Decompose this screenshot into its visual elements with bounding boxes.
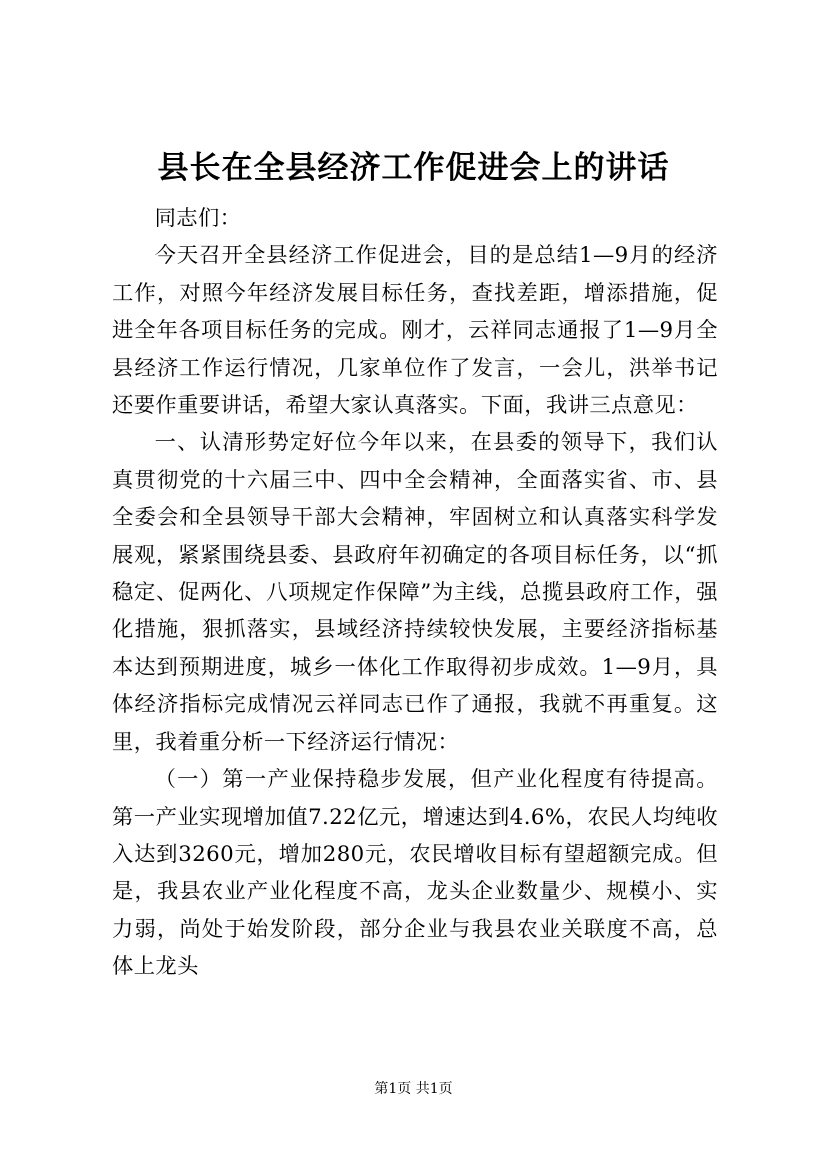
salutation-paragraph: 同志们： [154, 206, 242, 231]
document-body [112, 200, 718, 986]
page-number-footer: 第1页 共1页 [374, 1081, 453, 1097]
intro-paragraph: 今天召开全县经济工作促进会，目的是总结1—9月的经济工作，对照今年经济发展目标任务，查找差距，增添措施，促进全年各项目标任务的完成。刚才，云祥同志通报了1—9月全县经济工作运行情况，几家单位作了发言，一会儿，洪举书记还要作重要讲话，希望大家认真落实。下面，我讲三点意见： [112, 243, 718, 419]
primary-industry-paragraph: （一）第一产业保持稳步发展，但产业化程度有待提高。第一产业实现增加值7.22亿元，增速达到4.6%，农民人均纯收入达到3260元，增加280元，农民增收目标有望超额完成。但是，我县农业产业化程度不高，龙头企业数量少、规模小、实力弱，尚处于始发阶段，部分企业与我县农业关联度不高，总体上龙头 [112, 767, 718, 980]
document-title: 县长在全县经济工作促进会上的讲话 [157, 150, 670, 186]
section-one-paragraph: 一、认清形势定好位今年以来，在县委的领导下，我们认真贯彻党的十六届三中、四中全会精神，全面落实省、市、县全委会和全县领导干部大会精神，牢固树立和认真落实科学发展观，紧紧围绕县委、县政府年初确定的各项目标任务，以“抓稳定、促两化、八项规定作保障”为主线，总揽县政府工作，强化措施，狠抓落实，县域经济持续较快发展，主要经济指标基本达到预期进度，城乡一体化工作取得初步成效。1—9月，具体经济指标完成情况云祥同志已作了通报，我就不再重复。这里，我着重分析一下经济运行情况： [112, 430, 718, 755]
